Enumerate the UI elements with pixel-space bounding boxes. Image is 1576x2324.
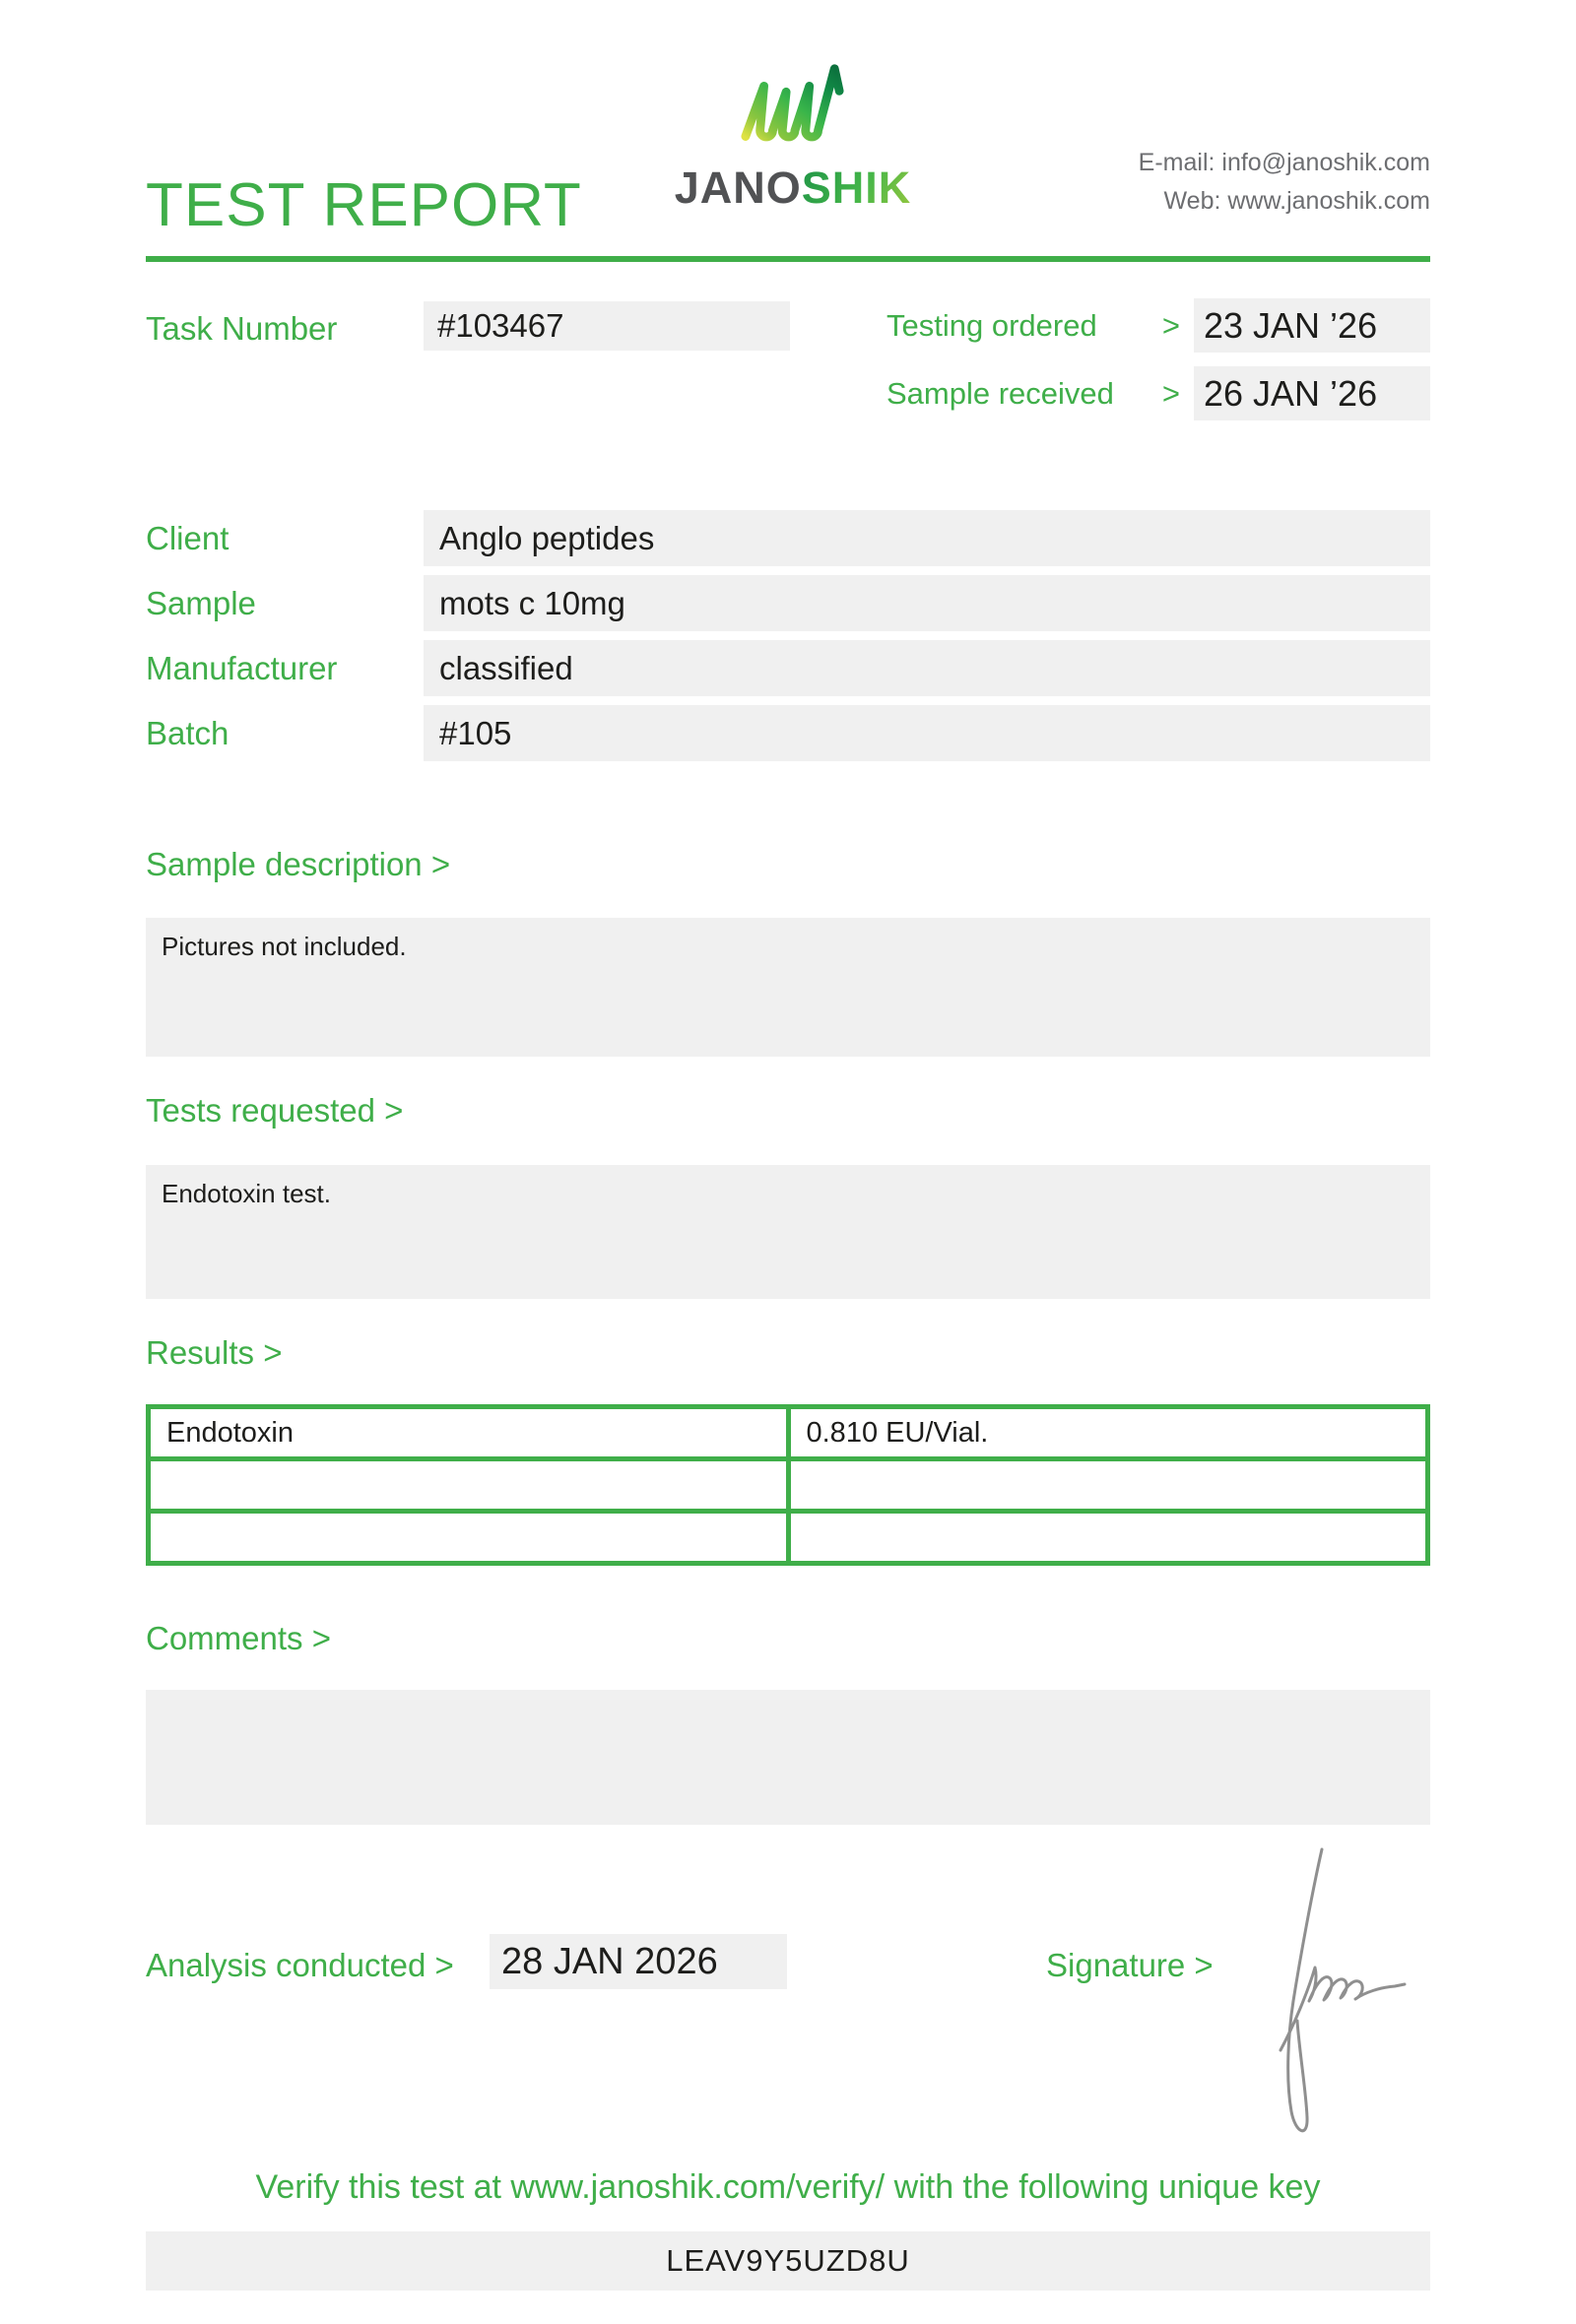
sample-received-arrow: > [1161, 375, 1180, 411]
result-analyte-cell [149, 1459, 789, 1512]
verify-instruction: Verify this test at www.janoshik.com/verify/ with the following unique key [255, 2168, 1321, 2206]
client-label: Client [146, 519, 230, 556]
client-value: Anglo peptides [424, 510, 1430, 566]
analysis-conducted-label: Analysis conducted > [146, 1947, 454, 1983]
sample-description-box: Pictures not included. [146, 918, 1430, 1057]
result-analyte-cell: Endotoxin [149, 1407, 789, 1459]
results-row-3 [149, 1512, 1428, 1564]
result-analyte-cell [149, 1512, 789, 1564]
result-value-cell [788, 1512, 1428, 1564]
batch-label: Batch [146, 714, 230, 751]
results-row-2 [149, 1459, 1428, 1512]
manufacturer-label: Manufacturer [146, 649, 338, 686]
tests-requested-heading: Tests requested > [146, 1092, 404, 1129]
manufacturer-row [146, 640, 1430, 696]
header-divider [146, 256, 1430, 262]
handwritten-signature [1263, 1832, 1428, 2157]
batch-row [146, 705, 1430, 761]
task-number-label: Task Number [146, 310, 338, 347]
contact-block [1139, 144, 1430, 221]
comments-box [146, 1690, 1430, 1825]
logo-shik: SHIK [801, 162, 912, 213]
tests-requested-box: Endotoxin test. [146, 1165, 1430, 1299]
results-row-1 [149, 1407, 1428, 1459]
contact-email: E-mail: info@janoshik.com [1138, 149, 1430, 176]
analysis-conducted-value: 28 JAN 2026 [490, 1934, 787, 1989]
results-table [146, 1404, 1430, 1566]
logo-wordmark [645, 162, 941, 213]
comments-heading: Comments > [146, 1620, 331, 1656]
sample-label: Sample [146, 584, 256, 621]
verify-key: LEAV9Y5UZD8U [146, 2231, 1430, 2291]
client-row [146, 510, 1430, 566]
results-heading: Results > [146, 1334, 283, 1371]
testing-ordered-value: 23 JAN ’26 [1194, 298, 1430, 353]
result-value-cell: 0.810 EU/Vial. [788, 1407, 1428, 1459]
logo-jano: JANO [674, 162, 802, 213]
task-number-value: #103467 [424, 301, 790, 351]
growth-chart-arrow-icon [730, 57, 856, 163]
contact-web: Web: www.janoshik.com [1163, 187, 1430, 215]
testing-ordered-arrow: > [1161, 307, 1180, 343]
sample-row [146, 575, 1430, 631]
testing-ordered-label: Testing ordered [886, 307, 1097, 343]
batch-value: #105 [424, 705, 1430, 761]
sample-info-block [146, 510, 1430, 770]
signature-label: Signature > [1046, 1947, 1214, 1983]
sample-value: mots c 10mg [424, 575, 1430, 631]
page-title: TEST REPORT [146, 170, 582, 239]
sample-received-label: Sample received [886, 375, 1114, 411]
sample-received-row [886, 366, 1430, 420]
janoshik-logo [645, 57, 941, 213]
result-value-cell [788, 1459, 1428, 1512]
sample-received-value: 26 JAN ’26 [1194, 366, 1430, 420]
sample-description-heading: Sample description > [146, 846, 451, 882]
manufacturer-value: classified [424, 640, 1430, 696]
testing-ordered-row [886, 298, 1430, 353]
dates-block [886, 298, 1430, 434]
